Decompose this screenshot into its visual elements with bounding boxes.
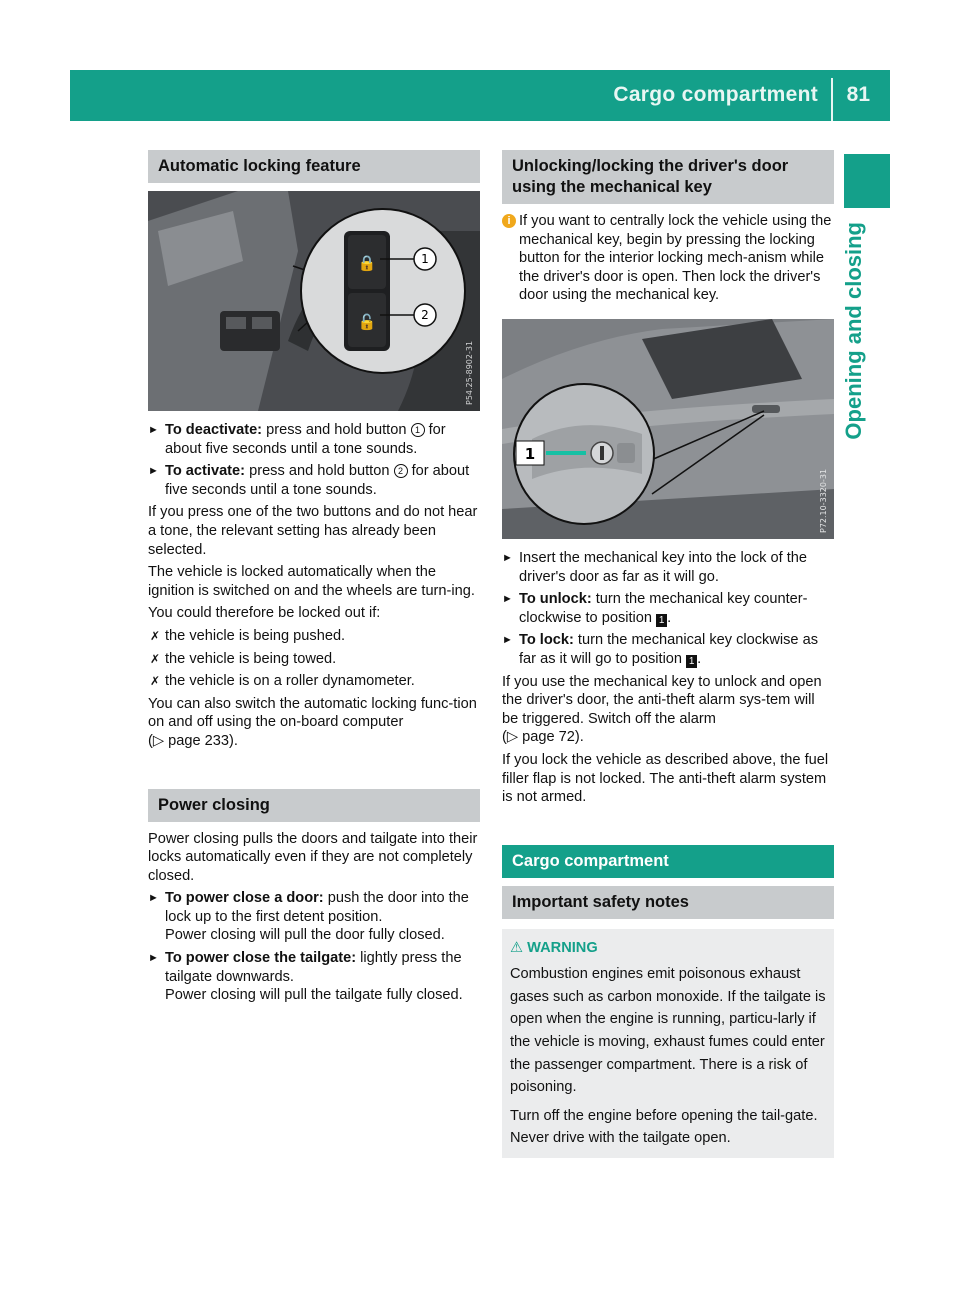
warning-text: Combustion engines emit poisonous exhaust gases such as carbon monoxide. If the tailgate is open when the engine is running, particu-larly if the vehicle is moving, exhaust fumes could enter the passenger compartment. There is a risk of poisoning.	[510, 966, 826, 1096]
list-item-text: the vehicle is being pushed.	[165, 627, 346, 644]
step-activate	[148, 462, 480, 499]
step-arrow-icon: ►	[148, 465, 159, 478]
page-reference-link[interactable]: (▷ page 72).	[502, 729, 584, 746]
callout-ref: 1	[411, 423, 425, 437]
figure-code: P72.10-3320-31	[819, 468, 828, 533]
step-label: To power close the tailgate:	[165, 950, 357, 967]
step-arrow-icon: ►	[502, 593, 513, 606]
door-switch-figure	[148, 191, 480, 411]
right-column	[502, 150, 834, 1158]
figure-code: P54.25-8902-31	[465, 340, 474, 405]
step-arrow-icon: ►	[502, 634, 513, 647]
paragraph: The vehicle is locked automatically when the ignition is switched on and the wheels are turn-ing.	[148, 564, 475, 599]
bullet-icon: ✗	[150, 674, 161, 689]
left-column	[148, 150, 480, 1005]
header-separator	[831, 78, 833, 121]
info-icon: i	[502, 214, 516, 228]
step-label: To deactivate:	[165, 422, 263, 438]
section-heading-power-closing: Power closing	[148, 789, 480, 822]
step-unlock	[502, 590, 834, 627]
position-ref: 1	[656, 614, 667, 627]
callout-ref: 2	[394, 464, 408, 478]
callout-1: 1	[421, 252, 429, 266]
subheading-safety-notes: Important safety notes	[502, 886, 834, 919]
step-subtext: Power closing will pull the door fully closed.	[165, 927, 445, 944]
step-insert-key	[502, 549, 834, 586]
warning-icon: ⚠	[510, 939, 524, 956]
step-text: lightly press the tailgate downwards.	[165, 950, 462, 985]
step-label: To lock:	[519, 632, 574, 649]
step-text-end: .	[697, 650, 702, 667]
warning-title-text: WARNING	[527, 939, 598, 956]
step-deactivate	[148, 421, 480, 458]
warning-title	[510, 939, 826, 958]
list-item	[148, 650, 480, 669]
step-arrow-icon: ►	[148, 892, 159, 905]
step-text: turn the mechanical key counter-clockwise to position	[519, 591, 808, 626]
svg-text:🔓: 🔓	[357, 313, 377, 331]
section-heading-auto-lock: Automatic locking feature	[148, 150, 480, 183]
paragraph: If you lock the vehicle as described above, the fuel filler flap is not locked. The anti-theft alarm system is not armed.	[502, 751, 829, 806]
step-text: turn the mechanical key clockwise as far as it will go to position	[519, 632, 819, 667]
step-subtext: Power closing will pull the tailgate fully closed.	[165, 987, 463, 1004]
list-item	[148, 627, 480, 646]
svg-text:🔒: 🔒	[357, 254, 377, 272]
step-label: To unlock:	[519, 591, 592, 608]
page-header	[70, 70, 890, 121]
bullet-icon: ✗	[150, 651, 161, 666]
page-reference-link[interactable]: (▷ page 233).	[148, 732, 238, 749]
step-arrow-icon: ►	[148, 952, 159, 965]
step-text: press and hold button	[249, 463, 394, 480]
info-text: If you want to centrally lock the vehicle using the mechanical key, begin by pressing the locking button for the interior locking mech-anism while the driver's door is open. Then lock the driver's door using the mechanical key.	[519, 213, 832, 304]
door-lock-figure	[502, 319, 834, 539]
position-ref: 1	[686, 655, 697, 668]
side-tab-block	[844, 154, 890, 208]
section-heading-cargo: Cargo compartment	[502, 845, 834, 878]
warning-text: Turn off the engine before opening the tail-gate. Never drive with the tailgate open.	[510, 1107, 818, 1147]
side-chapter-label: Opening and closing	[841, 222, 866, 440]
paragraph: If you press one of the two buttons and do not hear a tone, the relevant setting has already been selected.	[148, 504, 478, 558]
header-title: Cargo compartment	[613, 83, 818, 106]
step-text-end: for about five seconds until a tone sounds.	[165, 463, 470, 498]
step-text-end: for about five seconds until a tone sounds.	[165, 422, 446, 457]
step-label: To activate:	[165, 463, 246, 480]
step-power-close-door	[148, 889, 480, 945]
step-text-end: .	[667, 609, 672, 626]
step-arrow-icon: ►	[148, 424, 159, 436]
info-note	[502, 212, 834, 305]
step-arrow-icon: ►	[502, 551, 513, 564]
list-item-text: the vehicle is being towed.	[165, 650, 337, 667]
step-label: To power close a door:	[165, 890, 324, 907]
paragraph: If you use the mechanical key to unlock and open the driver's door, the anti-theft alarm sys-tem will be triggered. Switch off the alarm	[502, 673, 822, 727]
step-text: Insert the mechanical key into the lock of the driver's door as far as it will go.	[519, 549, 807, 585]
step-text: press and hold button	[266, 422, 411, 438]
door-switch-illustration	[148, 191, 480, 411]
callout-1: 1	[524, 444, 536, 463]
paragraph: You can also switch the automatic locking func-tion on and off using the on-board computer	[148, 695, 477, 731]
door-lock-illustration	[502, 319, 834, 539]
step-lock	[502, 631, 834, 668]
step-power-close-tailgate	[148, 949, 480, 1005]
bullet-icon: ✗	[150, 628, 161, 643]
list-item-text: the vehicle is on a roller dynamometer.	[165, 673, 415, 690]
step-text: push the door into the lock up to the first detent position.	[165, 890, 469, 925]
callout-2: 2	[421, 308, 429, 322]
paragraph: Power closing pulls the doors and tailgate into their locks automatically even if they are not completely closed.	[148, 830, 478, 884]
warning-box	[502, 929, 834, 1158]
page-number: 81	[846, 83, 870, 106]
paragraph: You could therefore be locked out if:	[148, 605, 381, 622]
list-item	[148, 672, 480, 691]
section-heading-mechanical-key: Unlocking/locking the driver's door using the mechanical key	[502, 150, 834, 204]
